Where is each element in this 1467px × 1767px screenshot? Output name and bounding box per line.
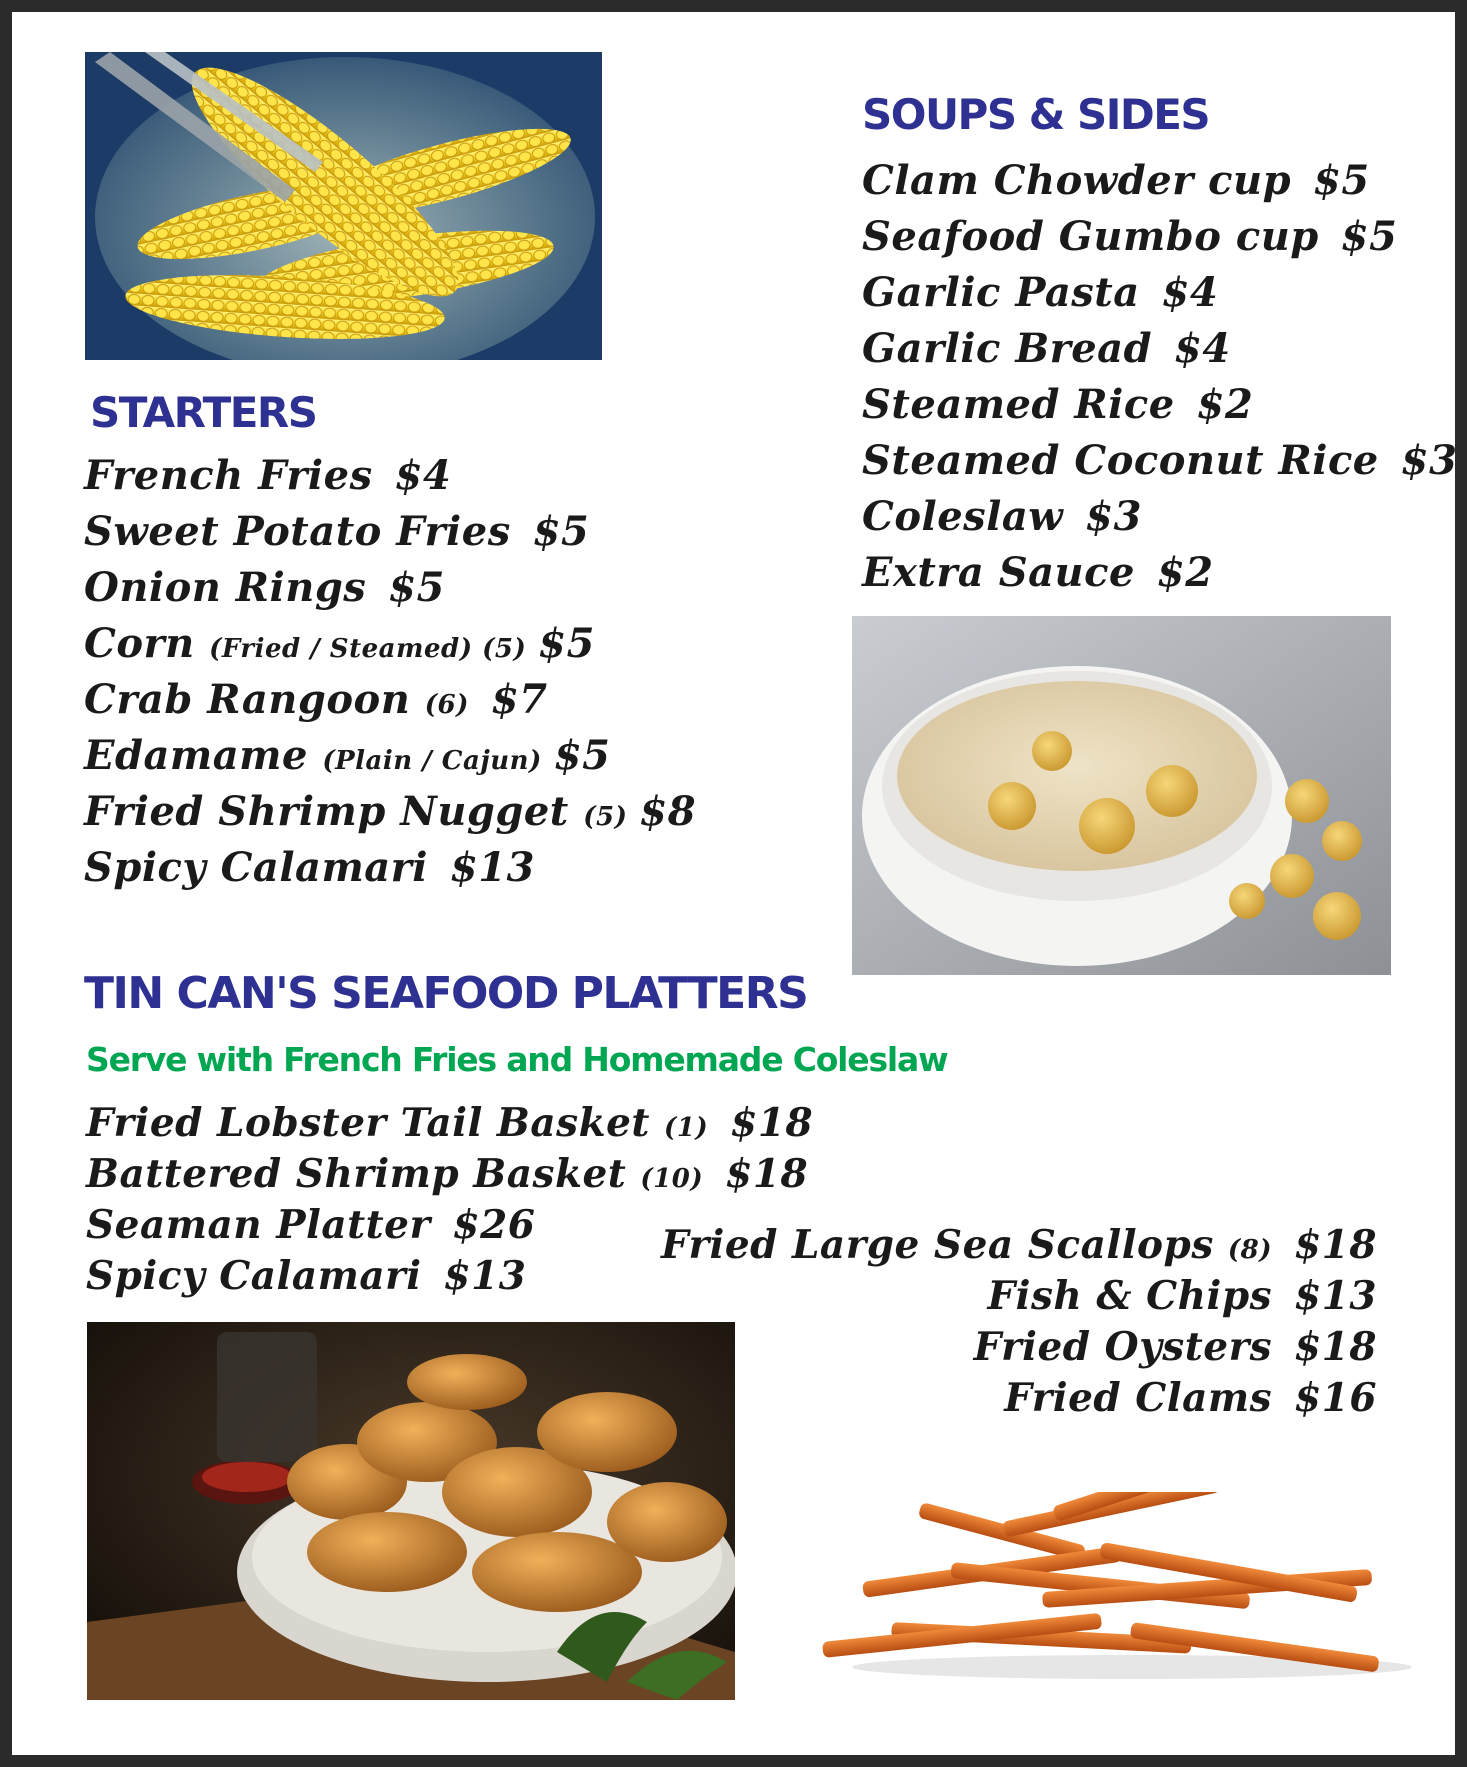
menu-item: Clam Chowder cup $5: [862, 157, 1370, 204]
menu-item: Coleslaw $3: [862, 493, 1142, 540]
menu-item: Fried Oysters $18: [973, 1324, 1377, 1370]
menu-item: Fried Shrimp Nugget (5) $8: [84, 788, 697, 835]
menu-item: Steamed Coconut Rice $3: [862, 437, 1458, 484]
menu-item: Fried Clams $16: [1004, 1375, 1377, 1421]
menu-item: Steamed Rice $2: [862, 381, 1254, 428]
clam-chowder-photo: [852, 616, 1391, 975]
menu-item: Seaman Platter $26: [86, 1202, 536, 1248]
starters-list: [84, 448, 696, 896]
platters-subtitle: Serve with French Fries and Homemade Coleslaw: [86, 1040, 948, 1079]
platters-heading: TIN CAN'S SEAFOOD PLATTERS: [84, 968, 808, 1019]
menu-item: Fish & Chips $13: [987, 1273, 1377, 1319]
menu-item: French Fries $4: [84, 452, 452, 499]
menu-item: Fried Large Sea Scallops (8) $18: [660, 1222, 1377, 1268]
menu-item: Battered Shrimp Basket (10) $18: [86, 1151, 809, 1197]
starters-heading: STARTERS: [90, 388, 317, 437]
menu-item: Seafood Gumbo cup $5: [862, 213, 1398, 260]
menu-item: Edamame (Plain / Cajun) $5: [84, 732, 611, 779]
menu-item: Onion Rings $5: [84, 564, 445, 611]
soups-sides-list: [862, 153, 1457, 601]
menu-item: Corn (Fried / Steamed) (5) $5: [84, 620, 595, 667]
menu-item: Sweet Potato Fries $5: [84, 508, 590, 555]
corn-photo: [85, 52, 602, 360]
menu-item: Fried Lobster Tail Basket (1) $18: [86, 1100, 814, 1146]
platters-list-right: [661, 1220, 1377, 1424]
french-fries-photo: [802, 1492, 1422, 1682]
menu-item: Crab Rangoon (6) $7: [84, 676, 548, 723]
menu-item: Garlic Pasta $4: [862, 269, 1219, 316]
menu-item: Garlic Bread $4: [862, 325, 1231, 372]
fried-shrimp-photo: [87, 1322, 735, 1700]
menu-item: Extra Sauce $2: [862, 549, 1214, 596]
menu-item: Spicy Calamari $13: [84, 844, 535, 891]
menu-item: Spicy Calamari $13: [86, 1253, 527, 1299]
soups-sides-heading: SOUPS & SIDES: [862, 90, 1210, 139]
